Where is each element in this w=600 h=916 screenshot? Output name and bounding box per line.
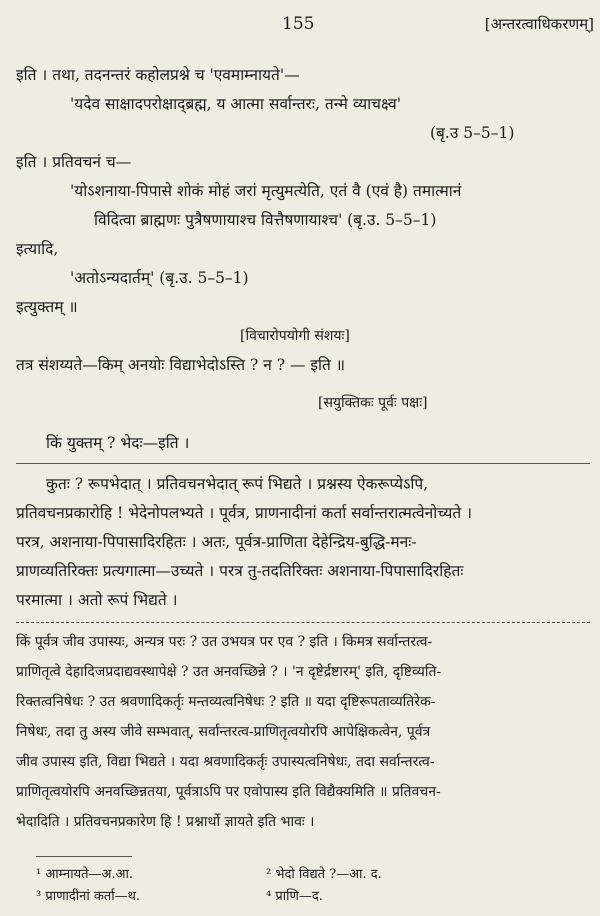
quote-line: 'अतोऽन्यदार्तम्' (बृ.उ. 5–5–1) — [70, 269, 249, 287]
citation: (बृ.उ 5–5–1) — [430, 124, 515, 142]
commentary-line: किं पूर्वत्र जीव उपास्यः, अन्यत्र परः ? उत उभयत्र पर एव ? इति । किमत्र सर्वान्तरत्व- — [16, 634, 433, 650]
section-divider — [16, 463, 590, 464]
page-header — [0, 14, 600, 40]
text-line: इत्युक्तम् ॥ — [16, 298, 78, 316]
commentary-line: प्राणितृत्वयोरपि अनवच्छिन्नतया, पूर्वत्राऽपि पर एवोपास्य इति विद्यैक्यमिति ॥ प्रतिवचन- — [16, 784, 441, 800]
commentary-line: निषेधः, तदा तु अस्य जीवे सम्भवात्, सर्वान्तरत्व-प्राणितृत्वयोरपि आपेक्षिकत्वेन, पूर्वत्र — [16, 724, 431, 740]
page-number: 155 — [282, 14, 315, 34]
text-line: इत्यादि, — [16, 240, 59, 258]
footnote: ² भेदो विद्यते ?—आ. द. — [266, 867, 382, 882]
commentary-divider — [16, 622, 590, 623]
text-line: परत्र, अशनाया-पिपासादिरहितः । अतः, पूर्वत्र-प्राणिता देहेन्द्रिय-बुद्धि-मनः- — [16, 533, 417, 551]
commentary-line: भेदादिति । प्रतिवचनप्रकारेण हि ! प्रश्नार्थो ज्ञायते इति भावः । — [16, 814, 315, 830]
quote-line: 'योऽशनाया-पिपासे शोकं मोहं जरां मृत्युमत्येति, एतं वै (एवं है) तमात्मानं — [70, 182, 462, 200]
text-line: प्रतिवचनप्रकारोहि ! भेदेनोपलभ्यते । पूर्वत्र, प्राणनादीनां कर्ता सर्वान्तरात्मत्वेनोच्यते । — [16, 504, 472, 522]
section-heading: [विचारोपयोगी संशयः] — [240, 328, 350, 344]
text-line: किं युक्तम् ? भेदः—इति । — [46, 434, 190, 452]
quote-line: विदित्वा ब्राह्मणः पुत्रैषणायाश्च वित्तैषणायाश्च' (बृ.उ. 5–5–1) — [94, 211, 437, 229]
quote-line: 'यदेव साक्षादपरोक्षाद्ब्रह्म, य आत्मा सर्वान्तरः, तन्मे व्याचक्ष्व' — [70, 95, 402, 113]
text-line: प्राणव्यतिरिक्तः प्रत्यगात्मा—उच्यते । परत्र तु-तदतिरिक्तः अशनाया-पिपासादिरहितः — [16, 562, 464, 580]
commentary-line: जीव उपास्य इति, विद्या भिद्यते । यदा श्रवणादिकर्तृः उपास्यत्वनिषेधः, तदा सर्वान्तरत्व- — [16, 754, 435, 770]
section-heading: [सयुक्तिकः पूर्वः पक्षः] — [318, 395, 428, 411]
footnote: ⁴ प्राणि—द. — [266, 889, 323, 904]
commentary-line: रिक्तत्वनिषेधः ? उत श्रवणादिकर्तृः मन्तव्यत्वनिषेधः ? इति ॥ यदा दृष्टिरूपताव्यतिरेक- — [16, 694, 436, 710]
text-line: इति । तथा, तदनन्तरं कहोलप्रश्ने च 'एवमाम्नायते'— — [16, 66, 300, 84]
text-line: तत्र संशय्यते—किम् अनयोः विद्याभेदोऽस्ति ? न ? — इति ॥ — [16, 356, 346, 374]
footnote-rule — [36, 856, 132, 857]
commentary-line: प्राणितृत्वे देहादिजप्रदाद्यवस्थापेक्षे ? उत अनवच्छिन्ने ? । 'न दृष्टेर्द्रष्टारम्' इति, दृष्टिव्यति- — [16, 664, 442, 680]
text-line: इति । प्रतिवचनं च— — [16, 153, 132, 171]
footnote: ¹ आम्नायते—अ.आ. — [36, 867, 134, 882]
footnote: ³ प्राणादीनां कर्ता—थ. — [36, 889, 141, 904]
running-head: [अन्तरत्वाधिकरणम्] — [484, 15, 594, 33]
text-line: कुतः ? रूपभेदात् । प्रतिवचनभेदात् रूपं भिद्यते । प्रश्नस्य ऐकरूप्येऽपि, — [46, 475, 429, 493]
text-line: परमात्मा । अतो रूपं भिद्यते । — [16, 591, 178, 609]
